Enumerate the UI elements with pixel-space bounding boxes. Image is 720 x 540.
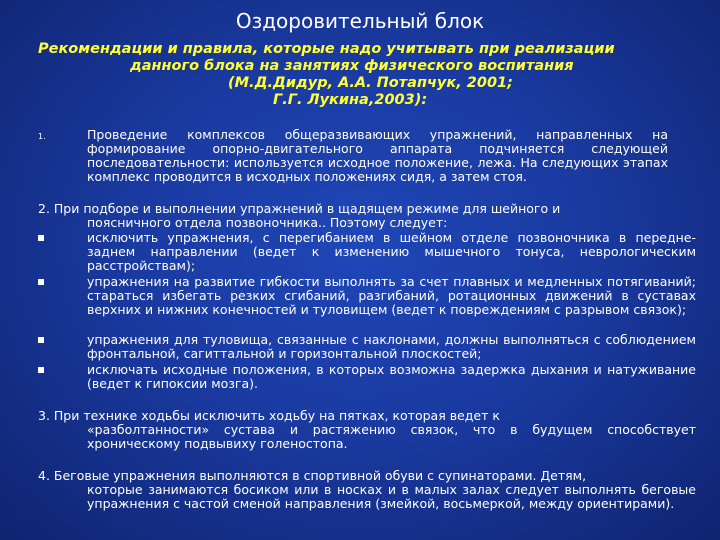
bullet-text: исключать исходные положения, в которых возможна задержка дыхания и натуживание (ведет к гипоксии мозга). [87, 362, 696, 391]
bullet-item [38, 231, 696, 273]
subtitle-line-4: Г.Г. Лукина,2003): [273, 92, 428, 108]
bullet-item [38, 275, 696, 317]
item-3 [38, 409, 696, 451]
subtitle-line-2: данного блока на занятиях физического воспитания [130, 58, 574, 74]
item-4 [38, 469, 696, 511]
item-2-continuation: поясничного отдела позвоночника.. Поэтому следует: [87, 215, 448, 230]
subtitle-line-1: Рекомендации и правила, которые надо учитывать при реализации [38, 41, 615, 57]
item-1 [38, 128, 668, 184]
bullet-item [38, 333, 696, 361]
bullet-square-icon [38, 235, 44, 241]
item-4-first-line: 4. Беговые упражнения выполняются в спортивной обуви с супинаторами. Детям, [38, 468, 587, 483]
bullet-square-icon [38, 279, 44, 285]
bullet-text: упражнения для туловища, связанные с наклонами, должны выполняться с соблюдением фронтальной, сагиттальной и горизонтальной плоскостей; [87, 332, 696, 361]
bullet-square-icon [38, 337, 44, 343]
item-2 [38, 202, 696, 230]
bullet-text: исключить упражнения, с перегибанием в шейном отделе позвоночника в передне-заднем направлении (ведет к изменению мышечного тонуса, неврологическим расстройствам); [87, 230, 696, 273]
item-1-number: 1. [38, 132, 46, 141]
bullet-item [38, 363, 696, 391]
item-3-continuation: «разболтанности» сустава и растяжению связок, что в будущем способствует хроническому подвывиху голеностопа. [87, 422, 696, 451]
item-4-continuation: которые занимаются босиком или в носках и в малых залах следует выполнять беговые упражнения с частой сменой направления (змейкой, восьмеркой, между ориентирами). [87, 482, 696, 511]
item-3-first-line: 3. При технике ходьбы исключить ходьбу на пятках, которая ведет к [38, 408, 500, 423]
bullet-text: упражнения на развитие гибкости выполнять за счет плавных и медленных потягиваний; стараться избегать резких сгибаний, разгибаний, ротационных движений в суставах верхних и нижних конечностей и туловищем (ведет к повреждениям с разрывом связок); [87, 274, 696, 317]
item-2-first-line: 2. При подборе и выполнении упражнений в щадящем режиме для шейного и [38, 201, 561, 216]
subtitle-line-3: (М.Д.Дидур, А.А. Потапчук, 2001; [228, 75, 513, 91]
bullet-square-icon [38, 367, 44, 373]
slide-title: Оздоровительный блок [235, 9, 485, 33]
item-1-text: Проведение комплексов общеразвивающих упражнений, направленных на формирование опорно-двигательного аппарата подчиняется следующей последовательности: используется исходное положение, лежа. На следующих этапах комплекс проводится в исходных положениях сидя, а затем стоя. [87, 127, 668, 184]
slide-subtitle [38, 41, 698, 109]
